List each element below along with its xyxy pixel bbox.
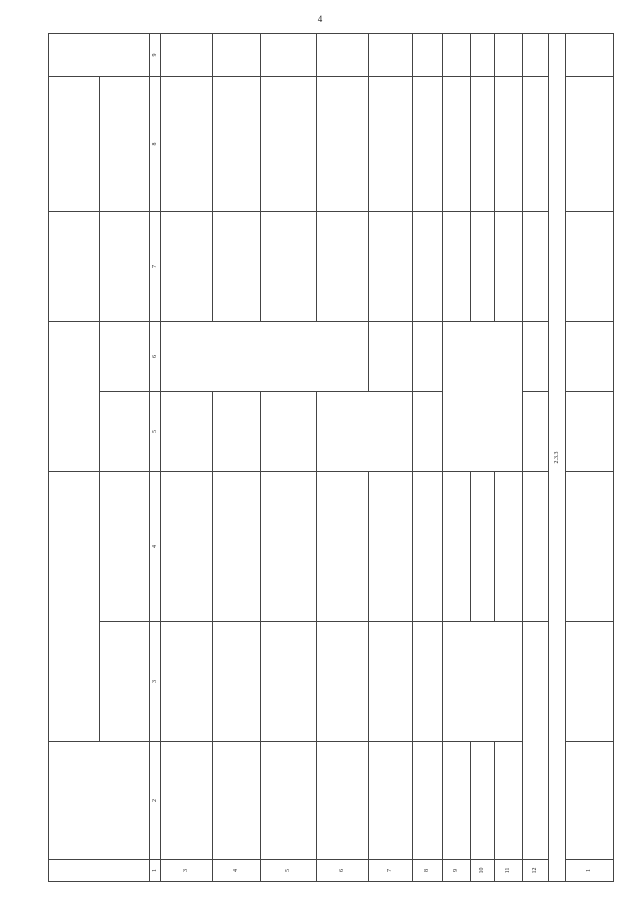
short-description: [443, 622, 523, 742]
ep-flag: [317, 34, 369, 77]
ep-flag: [471, 34, 495, 77]
short-description: [261, 622, 317, 742]
row-number: 12: [523, 860, 549, 882]
activity-name: [471, 742, 495, 860]
row-number: 4: [213, 860, 261, 882]
section-number: 2.3.3: [553, 451, 560, 464]
row-number: 10: [471, 860, 495, 882]
source-department: [161, 392, 213, 472]
table-row: [213, 34, 261, 882]
short-description: [369, 622, 413, 742]
short-description: [213, 622, 261, 742]
table-row: [413, 34, 443, 882]
header-output-document: [49, 212, 100, 322]
deadline: [369, 77, 413, 212]
header-accounting-params: [49, 77, 100, 212]
header-activity-name: [49, 742, 150, 860]
ep-flag: [413, 34, 443, 77]
source-department: [566, 392, 614, 472]
section-heading: [549, 34, 566, 882]
operation-reflection: [443, 472, 471, 622]
table-row: [443, 34, 471, 882]
source-department: [413, 392, 443, 472]
header-output-department: [99, 212, 150, 322]
column-number: 6: [150, 322, 161, 392]
responsible: [566, 322, 614, 392]
header-number: [49, 860, 150, 882]
ep-flag: [213, 34, 261, 77]
row-number: 7: [369, 860, 413, 882]
output-department: [443, 212, 471, 322]
section-row: [549, 34, 566, 882]
output-department: [566, 212, 614, 322]
activity-name: [495, 742, 523, 860]
header-source-document: [49, 322, 100, 472]
output-department: [261, 212, 317, 322]
deadline: [471, 77, 495, 212]
output-department: [471, 212, 495, 322]
operation-reflection: [495, 472, 523, 622]
column-number: 9: [150, 34, 161, 77]
activity-name: [161, 742, 213, 860]
responsible-merged: [443, 322, 523, 472]
deadline: [413, 77, 443, 212]
column-number: 7: [150, 212, 161, 322]
row-number: 8: [413, 860, 443, 882]
table-row: [317, 34, 369, 882]
ep-flag: [161, 34, 213, 77]
deadline: [161, 77, 213, 212]
ep-flag: [495, 34, 523, 77]
column-number: 2: [150, 742, 161, 860]
header-row-1: [49, 34, 100, 882]
table-row: [523, 34, 549, 882]
ep-flag: [261, 34, 317, 77]
short-description: [413, 622, 443, 742]
deadline: [523, 77, 549, 212]
activity-name: [317, 742, 369, 860]
activity-name: [566, 742, 614, 860]
header-department: [99, 392, 150, 472]
activity-name: [261, 742, 317, 860]
operation-reflection: [413, 472, 443, 622]
row-number: 9: [443, 860, 471, 882]
operation-reflection: [317, 472, 369, 622]
activity-name: [413, 742, 443, 860]
column-number: 3: [150, 622, 161, 742]
source-department: [213, 392, 261, 472]
responsible: [369, 322, 413, 392]
source-department: [317, 392, 413, 472]
operation-reflection: [523, 472, 549, 622]
responsible: [413, 322, 443, 392]
deadline: [317, 77, 369, 212]
responsible: [523, 322, 549, 392]
ep-flag: [523, 34, 549, 77]
deadline: [261, 77, 317, 212]
output-department: [213, 212, 261, 322]
header-deadline: [99, 77, 150, 212]
short-description: [317, 622, 369, 742]
table-row: [566, 34, 614, 882]
column-number: 8: [150, 77, 161, 212]
header-operation: [49, 472, 100, 742]
activity-name: [523, 622, 549, 860]
page-number: 4: [317, 14, 323, 24]
header-responsible: [99, 322, 150, 392]
ep-flag: [369, 34, 413, 77]
row-number: 3: [161, 860, 213, 882]
ep-flag: [566, 34, 614, 77]
deadline: [495, 77, 523, 212]
output-department: [495, 212, 523, 322]
column-number-row: [150, 34, 161, 882]
ep-flag: [443, 34, 471, 77]
operation-reflection: [261, 472, 317, 622]
column-number: 1: [150, 860, 161, 882]
operation-reflection: [161, 472, 213, 622]
output-department: [369, 212, 413, 322]
row-number: 1: [566, 860, 614, 882]
operation-reflection: [471, 472, 495, 622]
operation-reflection: [213, 472, 261, 622]
process-table: [48, 33, 614, 882]
output-department: [523, 212, 549, 322]
output-department: [413, 212, 443, 322]
header-ep-flag: [49, 34, 150, 77]
activity-name: [213, 742, 261, 860]
source-department: [261, 392, 317, 472]
row-number: 6: [317, 860, 369, 882]
activity-name: [443, 742, 471, 860]
deadline: [213, 77, 261, 212]
table-row: [161, 34, 213, 882]
operation-reflection: [566, 472, 614, 622]
row-number: 5: [261, 860, 317, 882]
deadline: [443, 77, 471, 212]
row-number: 11: [495, 860, 523, 882]
column-number: 5: [150, 392, 161, 472]
column-number: 4: [150, 472, 161, 622]
output-department: [317, 212, 369, 322]
operation-reflection: [369, 472, 413, 622]
header-operation-reflection: [99, 472, 150, 622]
table-row: [261, 34, 317, 882]
output-department: [161, 212, 213, 322]
deadline: [566, 77, 614, 212]
source-department: [523, 392, 549, 472]
activity-name: [369, 742, 413, 860]
header-short-description: [99, 622, 150, 742]
short-description: [161, 622, 213, 742]
responsible: [161, 322, 369, 392]
rotated-table-frame: [48, 34, 614, 882]
short-description: [566, 622, 614, 742]
